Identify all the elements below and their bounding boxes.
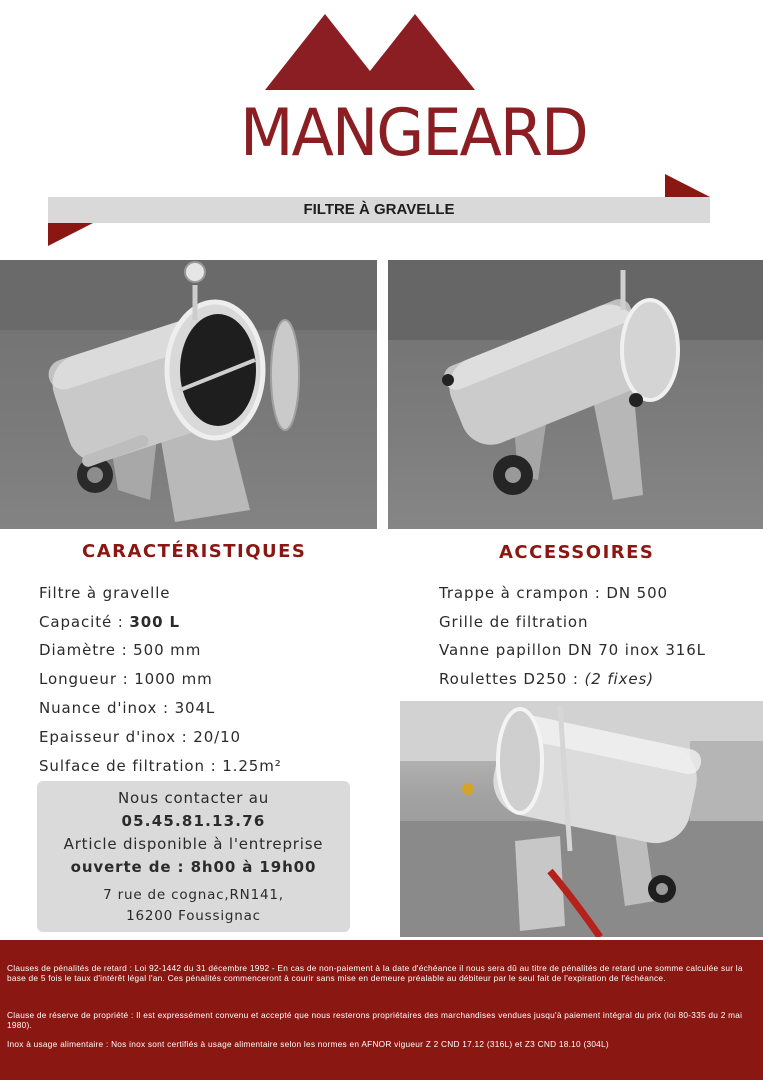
product-photo-side-view <box>400 701 763 937</box>
product-photo-closed-filter <box>388 260 763 529</box>
decorative-triangle-left <box>48 223 93 246</box>
spec-capacite-value: 300 L <box>129 613 180 631</box>
contact-address-line1: 7 rue de cognac,RN141, <box>103 887 284 903</box>
spec-capacite: Capacité : 300 L <box>39 613 180 631</box>
spec-type: Filtre à gravelle <box>39 584 171 602</box>
spec-epaisseur-inox: Epaisseur d'inox : 20/10 <box>39 728 241 746</box>
contact-address-line2: 16200 Foussignac <box>126 908 261 924</box>
spec-nuance-inox: Nuance d'inox : 304L <box>39 699 216 717</box>
decorative-triangle-right <box>665 174 710 197</box>
accessoire-roulettes-note: (2 fixes) <box>584 670 654 688</box>
product-photo-open-filter <box>0 260 377 529</box>
accessoire-roulettes: Roulettes D250 : (2 fixes) <box>439 670 654 688</box>
contact-phone[interactable]: 05.45.81.13.76 <box>121 812 266 830</box>
contact-hours: ouverte de : 8h00 à 19h00 <box>70 858 317 876</box>
spec-surface-filtration: Sulface de filtration : 1.25m² <box>39 757 282 775</box>
product-title: FILTRE À GRAVELLE <box>303 201 455 218</box>
spec-diametre: Diamètre : 500 mm <box>39 641 202 659</box>
accessoire-grille: Grille de filtration <box>439 613 589 631</box>
accessoire-vanne: Vanne papillon DN 70 inox 316L <box>439 641 706 659</box>
mountain-peaks-logo <box>265 14 505 90</box>
contact-availability: Article disponible à l'entreprise <box>63 835 324 853</box>
footer-inox-alimentaire: Inox à usage alimentaire : Nos inox sont certifiés à usage alimentaire selon les normes en AFNOR vigueur Z 2 CND 17.12 (316L) et Z3 CND 18.10 (304L) <box>7 1039 609 1049</box>
caracteristiques-heading: CARACTÉRISTIQUES <box>82 541 307 562</box>
footer-penalites: Clauses de pénalités de retard : Loi 92-1442 du 31 décembre 1992 - En cas de non-paiement à la date d'échéance il nous sera dû au titre de pénalités de retard une somme calculée sur la base de 5 fois le taux d'intérêt légal l'an. Ces pénalités commenceront à courir sans mise en demeure préalable au débiteur par le seul fait de l'expiration de l'échéance. <box>7 963 743 983</box>
accessoire-trappe: Trappe à crampon : DN 500 <box>439 584 668 602</box>
contact-intro: Nous contacter au <box>117 789 270 807</box>
spec-longueur: Longueur : 1000 mm <box>39 670 213 688</box>
brand-name: MANGEARD <box>240 94 587 171</box>
footer-reserve-propriete: Clause de réserve de propriété : Il est expressément convenu et accepté que nous resterons propriétaires des marchandises vendues jusqu'à paiement intégral du prix (loi 80-335 du 2 mai 1980). <box>7 1010 743 1030</box>
accessoires-heading: ACCESSOIRES <box>499 542 655 563</box>
